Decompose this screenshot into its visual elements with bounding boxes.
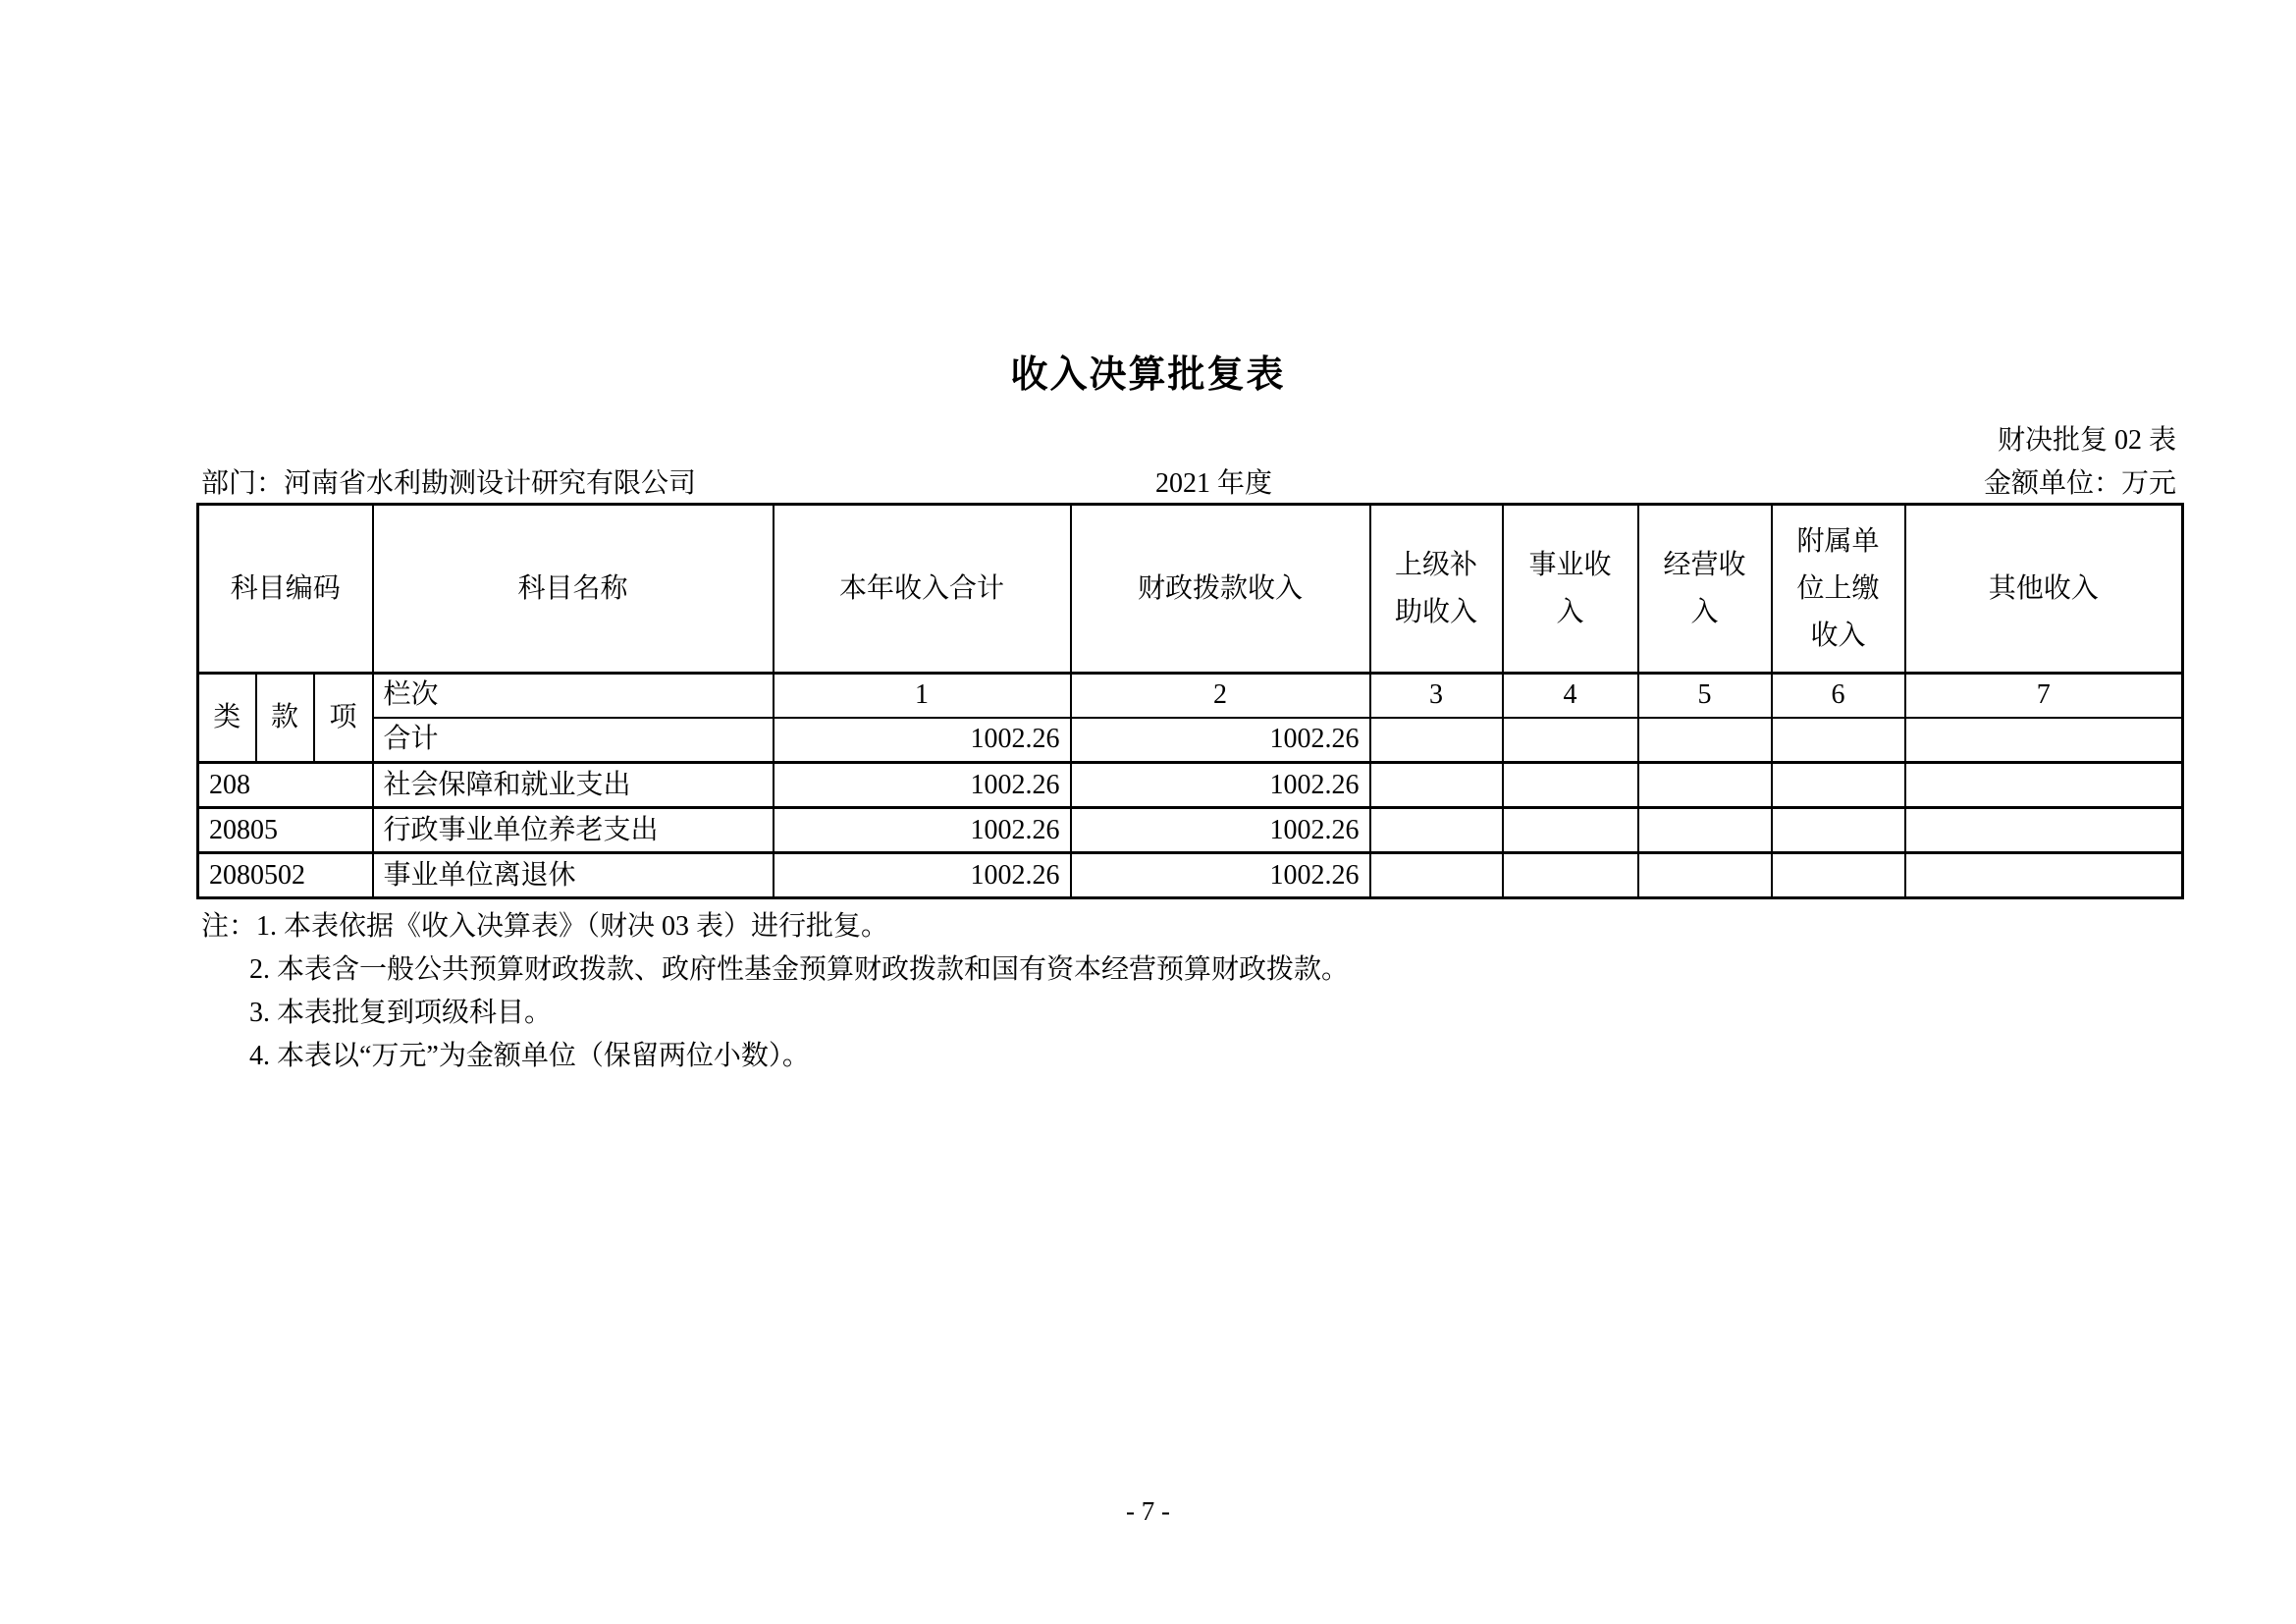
- note-item: 4. 本表以“万元”为金额单位（保留两位小数）。: [249, 1041, 810, 1071]
- row-name: 社会保障和就业支出: [373, 763, 774, 808]
- row-value-total: 1002.26: [774, 808, 1071, 853]
- note-text: 1. 本表依据《收入决算表》（财决 03 表）进行批复。: [256, 911, 889, 942]
- column-number: 2: [1071, 674, 1370, 718]
- header-business-income: 事业收入: [1503, 505, 1638, 674]
- total-row: [198, 718, 2183, 763]
- amount-unit-label: 金额单位：万元: [1983, 468, 2176, 499]
- note-item: 3. 本表批复到项级科目。: [249, 998, 553, 1028]
- row-value-superior: [1370, 718, 1503, 763]
- row-name: 合计: [373, 718, 774, 763]
- column-index-row: [198, 674, 2183, 718]
- row-value-fiscal: 1002.26: [1071, 808, 1370, 853]
- row-name: 行政事业单位养老支出: [373, 808, 774, 853]
- header-other-income: 其他收入: [1905, 505, 2183, 674]
- row-value-fiscal: 1002.26: [1071, 763, 1370, 808]
- table-header-row: [198, 505, 2183, 674]
- row-value-affiliated: [1772, 853, 1905, 898]
- row-value-affiliated: [1772, 718, 1905, 763]
- column-number: 5: [1638, 674, 1772, 718]
- table-row: [198, 763, 2183, 808]
- column-number: 4: [1503, 674, 1638, 718]
- notes-section: [201, 905, 1349, 1078]
- header-current-year-total: 本年收入合计: [774, 505, 1071, 674]
- row-value-superior: [1370, 763, 1503, 808]
- header-operating-income: 经营收入: [1638, 505, 1772, 674]
- subheader-section: 款: [256, 674, 314, 763]
- note-item: 2. 本表含一般公共预算财政拨款、政府性基金预算财政拨款和国有资本经营预算财政拨款。: [249, 954, 1350, 985]
- notes-prefix: 注：: [201, 911, 257, 942]
- row-value-superior: [1370, 808, 1503, 853]
- row-value-operating: [1638, 853, 1772, 898]
- row-value-other: [1905, 853, 2183, 898]
- department-label: 部门：河南省水利勘测设计研究有限公司: [201, 468, 697, 499]
- row-value-total: 1002.26: [774, 718, 1071, 763]
- note-item: [201, 905, 1349, 948]
- header-subject-code: 科目编码: [198, 505, 373, 674]
- column-index-label: 栏次: [373, 674, 774, 718]
- subheader-item: 项: [314, 674, 373, 763]
- row-value-other: [1905, 808, 2183, 853]
- row-name: 事业单位离退休: [373, 853, 774, 898]
- column-number: 6: [1772, 674, 1905, 718]
- row-value-fiscal: 1002.26: [1071, 718, 1370, 763]
- table-row: [198, 808, 2183, 853]
- row-value-total: 1002.26: [774, 853, 1071, 898]
- row-value-business: [1503, 808, 1638, 853]
- row-value-business: [1503, 763, 1638, 808]
- page-title: 收入决算批复表: [1010, 354, 1286, 396]
- form-number-label: 财决批复 02 表: [1997, 425, 2176, 456]
- table-row: [198, 853, 2183, 898]
- row-value-other: [1905, 718, 2183, 763]
- row-value-operating: [1638, 718, 1772, 763]
- header-affiliated-unit-income: 附属单位上缴收入: [1772, 505, 1905, 674]
- row-value-affiliated: [1772, 763, 1905, 808]
- row-code: 20805: [198, 808, 373, 853]
- column-number: 3: [1370, 674, 1503, 718]
- row-value-business: [1503, 718, 1638, 763]
- row-value-affiliated: [1772, 808, 1905, 853]
- page-number: - 7 -: [1126, 1496, 1170, 1526]
- row-value-other: [1905, 763, 2183, 808]
- fiscal-year-label: 2021 年度: [1155, 468, 1273, 499]
- row-value-superior: [1370, 853, 1503, 898]
- header-fiscal-appropriation: 财政拨款收入: [1071, 505, 1370, 674]
- row-value-operating: [1638, 763, 1772, 808]
- row-code: 2080502: [198, 853, 373, 898]
- row-value-operating: [1638, 808, 1772, 853]
- subheader-class: 类: [198, 674, 256, 763]
- row-value-business: [1503, 853, 1638, 898]
- row-code: 208: [198, 763, 373, 808]
- header-superior-subsidy: 上级补助收入: [1370, 505, 1503, 674]
- row-value-fiscal: 1002.26: [1071, 853, 1370, 898]
- income-approval-table: [196, 503, 2184, 899]
- column-number: 7: [1905, 674, 2183, 718]
- column-number: 1: [774, 674, 1071, 718]
- header-subject-name: 科目名称: [373, 505, 774, 674]
- row-value-total: 1002.26: [774, 763, 1071, 808]
